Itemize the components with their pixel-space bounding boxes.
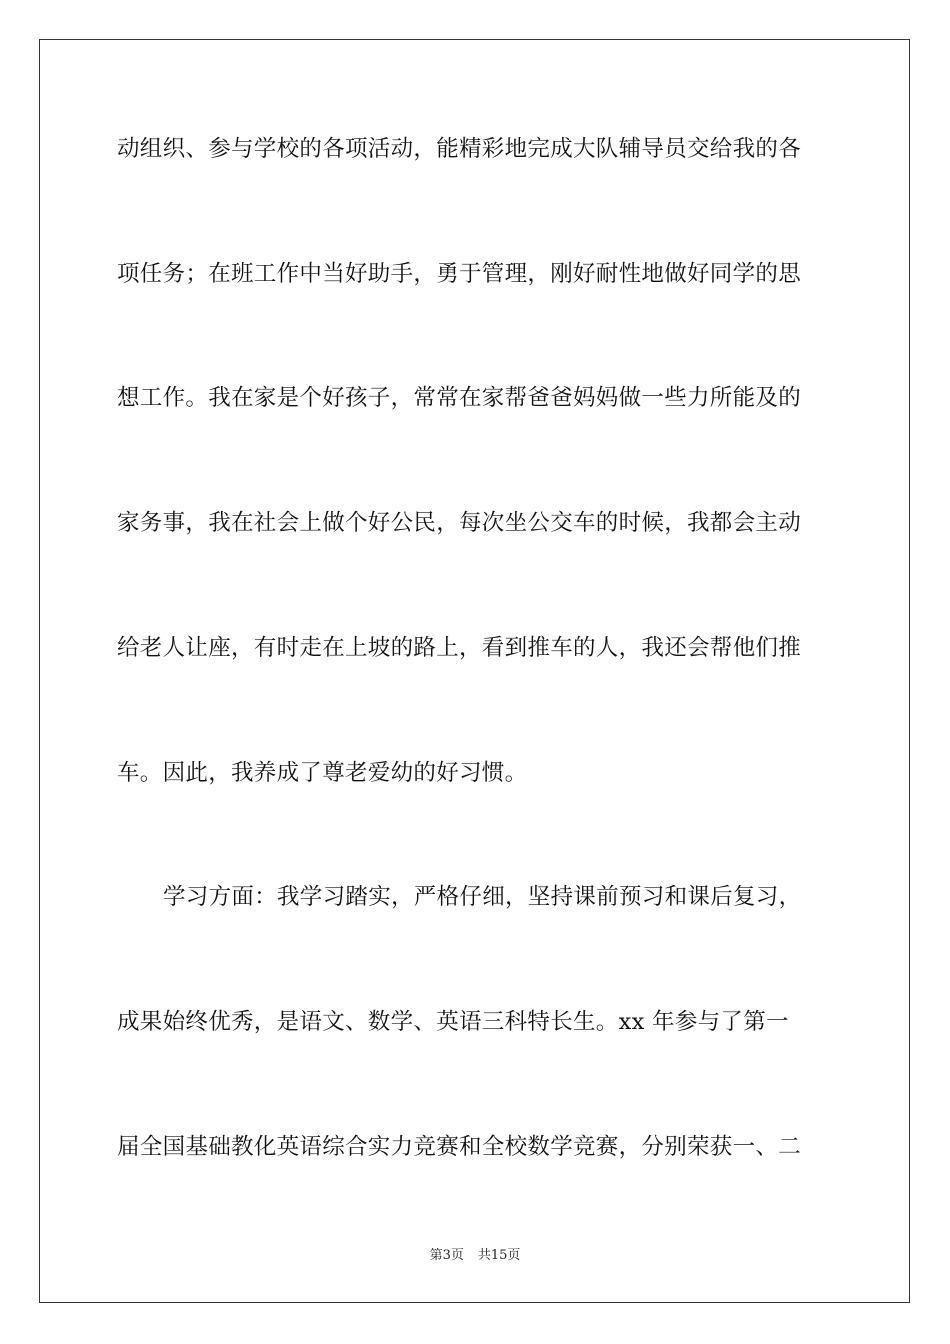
page-total: 共15页 (477, 1248, 521, 1263)
page-footer (0, 1247, 950, 1265)
text-line: 家务事，我在社会上做个好公民，每次坐公交车的时候，我都会主动 (117, 510, 802, 536)
text-line: 届全国基础教化英语综合实力竞赛和全校数学竞赛，分别荣获一、二 (117, 1134, 802, 1160)
text-line: 项任务；在班工作中当好助手，勇于管理，刚好耐性地做好同学的思 (117, 261, 802, 287)
text-line: 成果始终优秀，是语文、数学、英语三科特长生。xx 年参与了第一 (117, 1009, 789, 1035)
text-line: 想工作。我在家是个好孩子，常常在家帮爸爸妈妈做一些力所能及的 (117, 385, 802, 411)
text-line: 车。因此，我养成了尊老爱幼的好习惯。 (117, 760, 528, 786)
page-number: 第3页 (429, 1248, 464, 1263)
text-line: 动组织、参与学校的各项活动，能精彩地完成大队辅导员交给我的各 (117, 136, 802, 162)
text-line: 给老人让座，有时走在上坡的路上，看到推车的人，我还会帮他们推 (117, 635, 802, 661)
page-border (39, 39, 910, 1303)
paragraph-first-line: 学习方面：我学习踏实，严格仔细，坚持课前预习和课后复习， (163, 884, 802, 910)
